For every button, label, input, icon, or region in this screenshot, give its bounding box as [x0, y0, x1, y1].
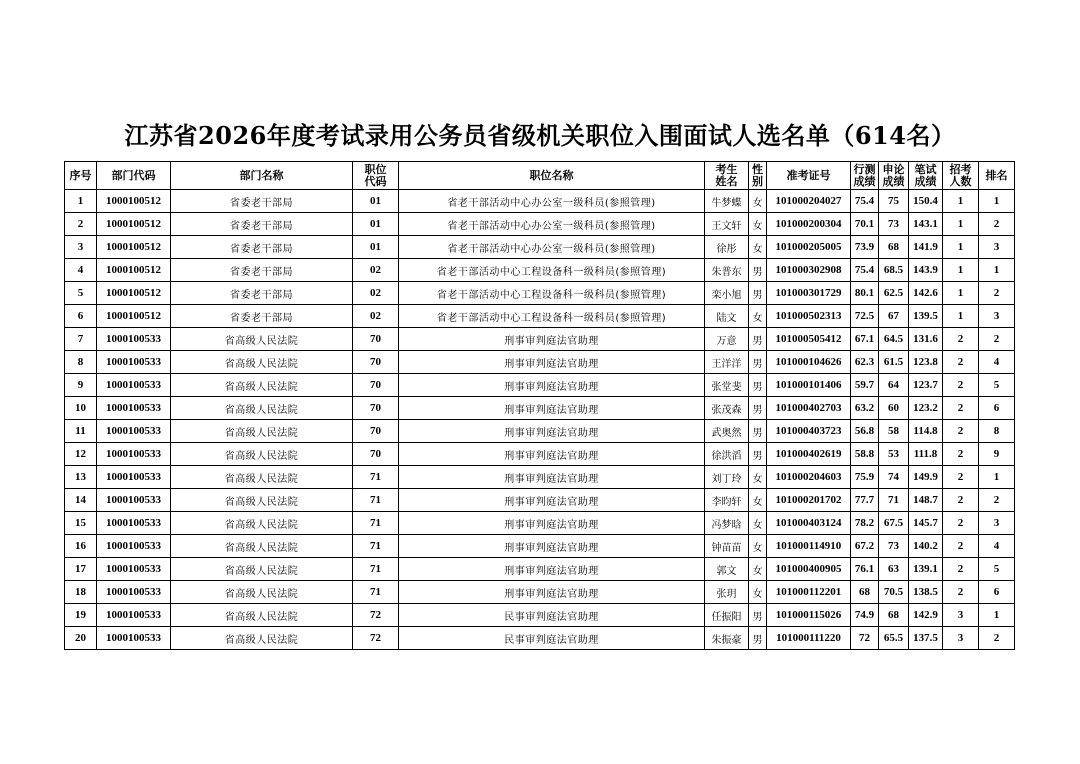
document-title: 江苏省2026年度考试录用公务员省级机关职位入围面试人选名单（614名）: [124, 121, 956, 150]
cell-pos-name: 刑事审判庭法官助理: [399, 489, 705, 512]
cell-seq: 13: [65, 466, 97, 489]
cell-dept-name: 省高级人民法院: [171, 351, 353, 374]
cell-rank: 6: [979, 397, 1015, 420]
header-score-xc: 行测 成绩: [851, 162, 879, 190]
cell-score-total: 123.2: [909, 397, 943, 420]
table-row: [65, 627, 1015, 650]
cell-pos-name: 刑事审判庭法官助理: [399, 374, 705, 397]
cell-score-xc: 78.2: [851, 512, 879, 535]
cell-pos-code: 71: [353, 558, 399, 581]
cell-score-total: 123.8: [909, 351, 943, 374]
cell-score-xc: 73.9: [851, 236, 879, 259]
table-row: [65, 535, 1015, 558]
cell-candidate-name: 刘丁玲: [705, 466, 749, 489]
cell-quota: 2: [943, 420, 979, 443]
cell-score-xc: 59.7: [851, 374, 879, 397]
cell-rank: 2: [979, 213, 1015, 236]
cell-score-total: 143.9: [909, 259, 943, 282]
cell-pos-code: 70: [353, 351, 399, 374]
cell-gender: 男: [749, 627, 767, 650]
cell-gender: 女: [749, 305, 767, 328]
cell-score-xc: 75.4: [851, 259, 879, 282]
cell-score-sl: 63: [879, 558, 909, 581]
cell-pos-code: 01: [353, 213, 399, 236]
cell-score-sl: 60: [879, 397, 909, 420]
cell-dept-code: 1000100533: [97, 512, 171, 535]
cell-dept-name: 省高级人民法院: [171, 443, 353, 466]
cell-gender: 女: [749, 581, 767, 604]
cell-exam-no: 101000204603: [767, 466, 851, 489]
cell-pos-code: 71: [353, 512, 399, 535]
cell-quota: 1: [943, 236, 979, 259]
cell-seq: 19: [65, 604, 97, 627]
cell-score-xc: 74.9: [851, 604, 879, 627]
cell-exam-no: 101000301729: [767, 282, 851, 305]
cell-pos-code: 01: [353, 190, 399, 213]
cell-gender: 女: [749, 535, 767, 558]
cell-dept-name: 省高级人民法院: [171, 328, 353, 351]
cell-exam-no: 101000115026: [767, 604, 851, 627]
cell-rank: 1: [979, 190, 1015, 213]
cell-rank: 1: [979, 259, 1015, 282]
cell-rank: 1: [979, 466, 1015, 489]
cell-exam-no: 101000400905: [767, 558, 851, 581]
cell-quota: 3: [943, 604, 979, 627]
cell-dept-name: 省高级人民法院: [171, 558, 353, 581]
cell-candidate-name: 徐洪滔: [705, 443, 749, 466]
table-row: [65, 489, 1015, 512]
cell-quota: 1: [943, 305, 979, 328]
table-row: [65, 397, 1015, 420]
table-row: [65, 305, 1015, 328]
cell-dept-name: 省高级人民法院: [171, 374, 353, 397]
cell-score-sl: 67: [879, 305, 909, 328]
cell-candidate-name: 朱振豪: [705, 627, 749, 650]
cell-dept-code: 1000100533: [97, 535, 171, 558]
cell-pos-name: 刑事审判庭法官助理: [399, 443, 705, 466]
cell-candidate-name: 张堂斐: [705, 374, 749, 397]
cell-score-xc: 76.1: [851, 558, 879, 581]
cell-score-total: 150.4: [909, 190, 943, 213]
cell-dept-code: 1000100533: [97, 466, 171, 489]
cell-exam-no: 101000302908: [767, 259, 851, 282]
cell-pos-code: 02: [353, 282, 399, 305]
cell-dept-code: 1000100512: [97, 259, 171, 282]
cell-dept-name: 省高级人民法院: [171, 512, 353, 535]
cell-rank: 4: [979, 535, 1015, 558]
header-cand-name: 考生 姓名: [705, 162, 749, 190]
cell-exam-no: 101000505412: [767, 328, 851, 351]
cell-quota: 2: [943, 328, 979, 351]
cell-quota: 3: [943, 627, 979, 650]
table-row: [65, 190, 1015, 213]
cell-score-xc: 70.1: [851, 213, 879, 236]
cell-score-sl: 74: [879, 466, 909, 489]
cell-seq: 17: [65, 558, 97, 581]
cell-dept-code: 1000100533: [97, 558, 171, 581]
table-row: [65, 443, 1015, 466]
cell-score-xc: 75.9: [851, 466, 879, 489]
cell-score-total: 142.9: [909, 604, 943, 627]
cell-dept-name: 省委老干部局: [171, 259, 353, 282]
cell-score-xc: 67.2: [851, 535, 879, 558]
cell-score-sl: 62.5: [879, 282, 909, 305]
cell-candidate-name: 牛梦蝶: [705, 190, 749, 213]
cell-quota: 1: [943, 190, 979, 213]
cell-dept-code: 1000100533: [97, 443, 171, 466]
cell-pos-name: 省老干部活动中心工程设备科一级科员(参照管理): [399, 305, 705, 328]
cell-pos-code: 70: [353, 443, 399, 466]
cell-pos-name: 刑事审判庭法官助理: [399, 512, 705, 535]
cell-dept-code: 1000100512: [97, 213, 171, 236]
cell-rank: 9: [979, 443, 1015, 466]
cell-score-sl: 73: [879, 213, 909, 236]
cell-gender: 女: [749, 466, 767, 489]
cell-score-xc: 56.8: [851, 420, 879, 443]
cell-gender: 女: [749, 558, 767, 581]
cell-gender: 男: [749, 259, 767, 282]
cell-dept-code: 1000100533: [97, 397, 171, 420]
cell-candidate-name: 栾小旭: [705, 282, 749, 305]
cell-candidate-name: 陆文: [705, 305, 749, 328]
cell-dept-code: 1000100533: [97, 351, 171, 374]
cell-seq: 2: [65, 213, 97, 236]
cell-candidate-name: 钟苗苗: [705, 535, 749, 558]
cell-candidate-name: 任振阳: [705, 604, 749, 627]
cell-dept-name: 省委老干部局: [171, 305, 353, 328]
cell-exam-no: 101000403723: [767, 420, 851, 443]
cell-dept-name: 省委老干部局: [171, 236, 353, 259]
table-row: [65, 282, 1015, 305]
cell-score-xc: 58.8: [851, 443, 879, 466]
cell-exam-no: 101000502313: [767, 305, 851, 328]
cell-score-sl: 70.5: [879, 581, 909, 604]
cell-pos-name: 刑事审判庭法官助理: [399, 328, 705, 351]
cell-score-xc: 68: [851, 581, 879, 604]
cell-pos-code: 02: [353, 305, 399, 328]
table-row: [65, 213, 1015, 236]
cell-quota: 2: [943, 374, 979, 397]
cell-candidate-name: 武奥然: [705, 420, 749, 443]
cell-score-xc: 72.5: [851, 305, 879, 328]
cell-dept-code: 1000100512: [97, 236, 171, 259]
cell-pos-code: 71: [353, 581, 399, 604]
cell-score-xc: 72: [851, 627, 879, 650]
cell-pos-name: 民事审判庭法官助理: [399, 627, 705, 650]
cell-score-sl: 67.5: [879, 512, 909, 535]
cell-pos-name: 刑事审判庭法官助理: [399, 558, 705, 581]
cell-score-xc: 63.2: [851, 397, 879, 420]
cell-score-sl: 65.5: [879, 627, 909, 650]
cell-candidate-name: 李昀轩: [705, 489, 749, 512]
cell-score-sl: 68: [879, 236, 909, 259]
cell-quota: 2: [943, 489, 979, 512]
cell-score-sl: 53: [879, 443, 909, 466]
cell-gender: 女: [749, 236, 767, 259]
cell-candidate-name: 王文轩: [705, 213, 749, 236]
cell-exam-no: 101000402619: [767, 443, 851, 466]
table-row: [65, 420, 1015, 443]
cell-pos-code: 72: [353, 604, 399, 627]
cell-score-total: 137.5: [909, 627, 943, 650]
cell-dept-code: 1000100533: [97, 374, 171, 397]
cell-exam-no: 101000101406: [767, 374, 851, 397]
cell-score-total: 148.7: [909, 489, 943, 512]
cell-score-total: 111.8: [909, 443, 943, 466]
cell-seq: 6: [65, 305, 97, 328]
cell-gender: 男: [749, 282, 767, 305]
cell-pos-code: 71: [353, 535, 399, 558]
cell-pos-code: 02: [353, 259, 399, 282]
cell-pos-name: 刑事审判庭法官助理: [399, 466, 705, 489]
cell-score-total: 141.9: [909, 236, 943, 259]
cell-exam-no: 101000111220: [767, 627, 851, 650]
cell-exam-no: 101000403124: [767, 512, 851, 535]
cell-seq: 9: [65, 374, 97, 397]
cell-pos-name: 刑事审判庭法官助理: [399, 535, 705, 558]
cell-dept-name: 省高级人民法院: [171, 581, 353, 604]
candidate-table: [64, 161, 1015, 650]
cell-score-xc: 77.7: [851, 489, 879, 512]
cell-score-total: 140.2: [909, 535, 943, 558]
cell-gender: 男: [749, 328, 767, 351]
cell-dept-name: 省委老干部局: [171, 282, 353, 305]
cell-exam-no: 101000402703: [767, 397, 851, 420]
cell-candidate-name: 徐彤: [705, 236, 749, 259]
cell-score-sl: 64: [879, 374, 909, 397]
table-row: [65, 466, 1015, 489]
cell-exam-no: 101000204027: [767, 190, 851, 213]
cell-score-sl: 75: [879, 190, 909, 213]
cell-gender: 男: [749, 397, 767, 420]
cell-gender: 女: [749, 213, 767, 236]
cell-score-total: 139.5: [909, 305, 943, 328]
cell-pos-code: 71: [353, 466, 399, 489]
cell-dept-name: 省高级人民法院: [171, 604, 353, 627]
cell-quota: 1: [943, 213, 979, 236]
cell-pos-code: 72: [353, 627, 399, 650]
header-pos-code: 职位 代码: [353, 162, 399, 190]
cell-score-sl: 68.5: [879, 259, 909, 282]
cell-dept-code: 1000100533: [97, 489, 171, 512]
cell-quota: 2: [943, 443, 979, 466]
cell-seq: 12: [65, 443, 97, 466]
cell-seq: 4: [65, 259, 97, 282]
cell-dept-name: 省高级人民法院: [171, 489, 353, 512]
cell-rank: 4: [979, 351, 1015, 374]
cell-dept-code: 1000100533: [97, 627, 171, 650]
cell-dept-code: 1000100533: [97, 420, 171, 443]
cell-score-total: 138.5: [909, 581, 943, 604]
cell-dept-name: 省高级人民法院: [171, 397, 353, 420]
cell-seq: 7: [65, 328, 97, 351]
cell-pos-name: 省老干部活动中心工程设备科一级科员(参照管理): [399, 259, 705, 282]
cell-pos-name: 刑事审判庭法官助理: [399, 351, 705, 374]
cell-seq: 20: [65, 627, 97, 650]
cell-pos-name: 刑事审判庭法官助理: [399, 581, 705, 604]
cell-gender: 男: [749, 420, 767, 443]
cell-quota: 2: [943, 581, 979, 604]
cell-exam-no: 101000200304: [767, 213, 851, 236]
cell-score-total: 123.7: [909, 374, 943, 397]
cell-quota: 1: [943, 282, 979, 305]
cell-dept-code: 1000100533: [97, 328, 171, 351]
cell-score-sl: 61.5: [879, 351, 909, 374]
table-row: [65, 581, 1015, 604]
cell-pos-name: 省老干部活动中心办公室一级科员(参照管理): [399, 236, 705, 259]
cell-seq: 16: [65, 535, 97, 558]
header-score-sl: 申论 成绩: [879, 162, 909, 190]
cell-score-sl: 68: [879, 604, 909, 627]
cell-score-total: 149.9: [909, 466, 943, 489]
cell-rank: 5: [979, 558, 1015, 581]
cell-dept-code: 1000100512: [97, 282, 171, 305]
cell-candidate-name: 郭文: [705, 558, 749, 581]
cell-seq: 11: [65, 420, 97, 443]
cell-seq: 14: [65, 489, 97, 512]
cell-quota: 2: [943, 466, 979, 489]
cell-score-sl: 73: [879, 535, 909, 558]
cell-exam-no: 101000201702: [767, 489, 851, 512]
cell-dept-name: 省委老干部局: [171, 213, 353, 236]
header-rank: 排名: [979, 162, 1015, 190]
cell-score-total: 143.1: [909, 213, 943, 236]
table-body: [65, 190, 1015, 650]
cell-pos-code: 70: [353, 374, 399, 397]
cell-pos-name: 民事审判庭法官助理: [399, 604, 705, 627]
table-row: [65, 374, 1015, 397]
table-row: [65, 558, 1015, 581]
cell-rank: 2: [979, 489, 1015, 512]
cell-seq: 1: [65, 190, 97, 213]
cell-gender: 男: [749, 351, 767, 374]
cell-candidate-name: 张茂森: [705, 397, 749, 420]
cell-gender: 男: [749, 443, 767, 466]
table-row: [65, 604, 1015, 627]
cell-pos-name: 刑事审判庭法官助理: [399, 420, 705, 443]
header-score-total: 笔试 成绩: [909, 162, 943, 190]
cell-seq: 5: [65, 282, 97, 305]
header-quota: 招考 人数: [943, 162, 979, 190]
cell-rank: 3: [979, 512, 1015, 535]
cell-quota: 2: [943, 351, 979, 374]
table-header-row: [65, 162, 1015, 190]
cell-quota: 2: [943, 397, 979, 420]
table-row: [65, 351, 1015, 374]
cell-dept-name: 省高级人民法院: [171, 420, 353, 443]
cell-score-xc: 67.1: [851, 328, 879, 351]
cell-rank: 8: [979, 420, 1015, 443]
cell-candidate-name: 王洋洋: [705, 351, 749, 374]
cell-quota: 1: [943, 259, 979, 282]
cell-gender: 女: [749, 190, 767, 213]
header-gender: 性 别: [749, 162, 767, 190]
cell-exam-no: 101000112201: [767, 581, 851, 604]
cell-seq: 10: [65, 397, 97, 420]
cell-pos-name: 刑事审判庭法官助理: [399, 397, 705, 420]
cell-rank: 2: [979, 328, 1015, 351]
table-row: [65, 328, 1015, 351]
cell-rank: 3: [979, 305, 1015, 328]
table-row: [65, 512, 1015, 535]
cell-seq: 8: [65, 351, 97, 374]
header-dept-name: 部门名称: [171, 162, 353, 190]
table-row: [65, 236, 1015, 259]
cell-candidate-name: 万意: [705, 328, 749, 351]
cell-score-total: 145.7: [909, 512, 943, 535]
cell-rank: 2: [979, 282, 1015, 305]
cell-dept-code: 1000100512: [97, 305, 171, 328]
cell-candidate-name: 朱普东: [705, 259, 749, 282]
cell-seq: 18: [65, 581, 97, 604]
cell-pos-name: 省老干部活动中心办公室一级科员(参照管理): [399, 213, 705, 236]
header-seq: 序号: [65, 162, 97, 190]
header-pos-name: 职位名称: [399, 162, 705, 190]
cell-dept-code: 1000100533: [97, 604, 171, 627]
cell-score-xc: 75.4: [851, 190, 879, 213]
cell-score-xc: 80.1: [851, 282, 879, 305]
cell-dept-code: 1000100533: [97, 581, 171, 604]
cell-seq: 15: [65, 512, 97, 535]
cell-dept-name: 省高级人民法院: [171, 627, 353, 650]
cell-dept-code: 1000100512: [97, 190, 171, 213]
cell-score-xc: 62.3: [851, 351, 879, 374]
cell-score-sl: 71: [879, 489, 909, 512]
cell-rank: 3: [979, 236, 1015, 259]
cell-score-total: 114.8: [909, 420, 943, 443]
cell-pos-code: 71: [353, 489, 399, 512]
cell-rank: 6: [979, 581, 1015, 604]
cell-gender: 女: [749, 512, 767, 535]
cell-dept-name: 省高级人民法院: [171, 466, 353, 489]
table-row: [65, 259, 1015, 282]
cell-quota: 2: [943, 535, 979, 558]
cell-seq: 3: [65, 236, 97, 259]
cell-candidate-name: 张玥: [705, 581, 749, 604]
cell-rank: 1: [979, 604, 1015, 627]
cell-pos-name: 省老干部活动中心办公室一级科员(参照管理): [399, 190, 705, 213]
cell-pos-code: 01: [353, 236, 399, 259]
header-exam-no: 准考证号: [767, 162, 851, 190]
cell-score-sl: 58: [879, 420, 909, 443]
cell-rank: 5: [979, 374, 1015, 397]
header-dept-code: 部门代码: [97, 162, 171, 190]
cell-pos-code: 70: [353, 420, 399, 443]
cell-score-total: 131.6: [909, 328, 943, 351]
cell-score-sl: 64.5: [879, 328, 909, 351]
cell-score-total: 139.1: [909, 558, 943, 581]
cell-gender: 男: [749, 374, 767, 397]
cell-rank: 2: [979, 627, 1015, 650]
cell-dept-name: 省委老干部局: [171, 190, 353, 213]
cell-candidate-name: 冯梦晗: [705, 512, 749, 535]
cell-exam-no: 101000114910: [767, 535, 851, 558]
cell-exam-no: 101000205005: [767, 236, 851, 259]
cell-gender: 男: [749, 604, 767, 627]
cell-gender: 女: [749, 489, 767, 512]
cell-pos-code: 70: [353, 397, 399, 420]
cell-quota: 2: [943, 512, 979, 535]
cell-pos-name: 省老干部活动中心工程设备科一级科员(参照管理): [399, 282, 705, 305]
cell-exam-no: 101000104626: [767, 351, 851, 374]
cell-dept-name: 省高级人民法院: [171, 535, 353, 558]
cell-pos-code: 70: [353, 328, 399, 351]
cell-score-total: 142.6: [909, 282, 943, 305]
cell-quota: 2: [943, 558, 979, 581]
